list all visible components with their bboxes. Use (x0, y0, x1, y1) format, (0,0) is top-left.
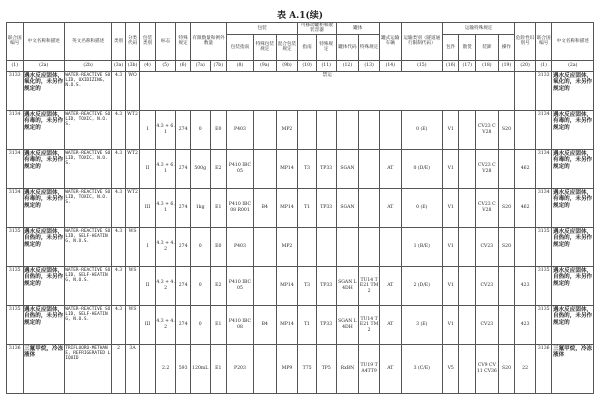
cell-veh (379, 227, 401, 266)
cell-lq: 0 (190, 305, 210, 344)
cell-un: 3133 (7, 71, 24, 110)
cell-c19: S20 (498, 110, 515, 149)
cell-tsp2: TU19 TA4TT9 (359, 344, 380, 393)
cell-un: 3134 (7, 110, 24, 149)
cell-pg: I (140, 227, 156, 266)
cell-ti (298, 110, 317, 149)
cell-code: WT2 (125, 110, 139, 149)
cell-sp: 274 (176, 227, 190, 266)
cell-sp: 274 (176, 305, 190, 344)
cell-eq: E1 (210, 305, 227, 344)
cell-ti: T1 (298, 188, 317, 227)
cell-label: 2.2 (155, 344, 176, 393)
header-vehicle: 罐式运输车辆 (379, 23, 401, 61)
cell-sp: 274 (176, 110, 190, 149)
cell-c17 (459, 305, 476, 344)
cell-psp (253, 266, 276, 305)
header-rtank-code: 罐体代码 (336, 34, 359, 60)
header-pack: 包装 (227, 23, 298, 35)
cell-tcode: SGAN (336, 188, 359, 227)
table-row (7, 71, 594, 110)
header-pg: 包装类别 (140, 23, 156, 61)
header-special: 运输特殊规定 (442, 23, 514, 35)
cell-sp: 274 (176, 266, 190, 305)
cell-en: WATER-REACTIVE SOLID, SELF-HEATING, N.O.S. (64, 266, 112, 305)
cell-code: WT2 (125, 188, 139, 227)
cell-label: 4.3 + 6.1 (155, 110, 176, 149)
cell-haz (515, 227, 536, 266)
cell-pg: II (140, 149, 156, 188)
header-hazard: 危险性识别号 (515, 23, 536, 61)
cell-tsp2 (359, 149, 380, 188)
header-cat: 运输类别（隧道通行限制代码） (401, 23, 442, 61)
table-row (7, 227, 594, 266)
header-label: 标志 (155, 23, 176, 61)
cell-psp: B4 (253, 188, 276, 227)
cell-lq: 0 (190, 227, 210, 266)
column-number: (16) (442, 60, 459, 71)
cell-cn: 遇水反应固体，有毒的，未另作规定的 (552, 110, 594, 149)
header-rtank-sp: 特殊规定 (359, 34, 380, 60)
cell-psp (253, 227, 276, 266)
column-number: (15) (401, 60, 442, 71)
cell-tsp2 (359, 110, 380, 149)
cell-label: 4.3 + 6.1 (155, 188, 176, 227)
cell-empty (515, 71, 536, 110)
cell-eq: E1 (210, 188, 227, 227)
table-row (7, 149, 594, 188)
cell-tcode: SGAN L4DH (336, 305, 359, 344)
header-sp: 特殊规定 (176, 23, 190, 61)
column-number-row (7, 60, 594, 71)
cell-cat: 0 (E) (401, 188, 442, 227)
cell-tsp: TP33 (316, 188, 336, 227)
cell-c18: CV9 CV11 CV36 (476, 344, 499, 393)
cell-cn: 遇水反应固体，有毒的，未另作规定的 (23, 149, 64, 188)
column-number: (11) (316, 60, 336, 71)
cell-class: 4.3 (112, 149, 125, 188)
cell-code: WO (125, 71, 139, 110)
column-number: (8) (227, 60, 254, 71)
dangerous-goods-table-wrap (6, 22, 594, 394)
cell-en: WATER-REACTIVE SOLID, SELF-HEATING, N.O.S. (64, 305, 112, 344)
cell-tcode: SGAN (336, 149, 359, 188)
column-number: (7a) (190, 60, 210, 71)
column-number: (2a) (23, 60, 64, 71)
cell-code: WS (125, 305, 139, 344)
cell-class: 2 (112, 344, 125, 393)
column-number: (9b) (276, 60, 298, 71)
cell-en: TRIFLUORO-METHANE, REFRIGERATED LIQUID (64, 344, 112, 393)
cell-c16: V1 (442, 188, 459, 227)
cell-ti: T3 (298, 149, 317, 188)
cell-code: WS (125, 266, 139, 305)
column-number: (13) (359, 60, 380, 71)
header-tank-inst: 指南 (298, 34, 317, 60)
table-row (7, 110, 594, 149)
cell-un: 3134 (535, 110, 552, 149)
cell-eq: E0 (210, 110, 227, 149)
column-number: (18) (476, 60, 499, 71)
column-number: (1) (535, 60, 552, 71)
cell-un: 3135 (7, 305, 24, 344)
header-tank: 可移动罐柜和散装容器 (298, 23, 336, 35)
cell-ti: T1 (298, 305, 317, 344)
cell-class: 4.3 (112, 266, 125, 305)
column-number: (3a) (112, 60, 125, 71)
cell-prohibited: 禁运 (140, 71, 515, 110)
cell-tsp2: TU14 TE21 TM2 (359, 305, 380, 344)
cell-pg: I (140, 110, 156, 149)
column-number: (1) (7, 60, 24, 71)
cell-eq: E0 (210, 227, 227, 266)
header-tank-sp: 特殊规定 (316, 34, 336, 60)
cell-tsp (316, 227, 336, 266)
header-sp-load: 装卸 (476, 34, 499, 60)
cell-en: WATER-REACTIVE SOLID, SELF-HEATING, N.O.S. (64, 227, 112, 266)
cell-c17 (459, 149, 476, 188)
cell-label: 4.3 + 6.1 (155, 149, 176, 188)
cell-pi: P403 (227, 227, 254, 266)
cell-un: 3134 (7, 149, 24, 188)
cell-tsp2 (359, 227, 380, 266)
cell-pg: II (140, 266, 156, 305)
cell-pg: III (140, 305, 156, 344)
cell-haz: 423 (515, 305, 536, 344)
cell-c16: V1 (442, 305, 459, 344)
cell-cat: 3 (C/E) (401, 344, 442, 393)
cell-lq: 1kg (190, 188, 210, 227)
cell-mp: MP14 (276, 188, 298, 227)
cell-cn: 遇水反应固体，氧化的，未另作规定的 (23, 71, 64, 110)
cell-ti (298, 227, 317, 266)
cell-ti: T75 (298, 344, 317, 393)
header-mix: 混合包装规定 (276, 34, 298, 60)
header-cn-name: 中文名称和描述 (23, 23, 64, 61)
cell-c16: V1 (442, 227, 459, 266)
cell-mp: MP14 (276, 266, 298, 305)
cell-c18: CV23 (476, 227, 499, 266)
cell-sp: 593 (176, 344, 190, 393)
cell-c18: CV23 (476, 266, 499, 305)
table-title: 表 A.1(续) (276, 11, 324, 21)
cell-pg (140, 344, 156, 393)
column-number: (10) (298, 60, 317, 71)
cell-c18: CV23 CV28 (476, 110, 499, 149)
cell-code: WS (125, 227, 139, 266)
cell-un: 3136 (7, 344, 24, 393)
cell-veh: AT (379, 149, 401, 188)
cell-en: WATER-REACTIVE SOLID, OXIDIZING, N.O.S. (64, 71, 112, 110)
cell-cn: 三氟甲烷，冷冻液体 (23, 344, 64, 393)
cell-tsp: TP33 (316, 266, 336, 305)
cell-lq: 120mL (190, 344, 210, 393)
cell-label: 4.3 + 4.2 (155, 305, 176, 344)
cell-c17 (459, 266, 476, 305)
table-row (7, 266, 594, 305)
cell-cn: 遇水反应固体，自热的，未另作规定的 (552, 305, 594, 344)
cell-c17 (459, 227, 476, 266)
cell-tcode: RxBN (336, 344, 359, 393)
cell-psp: B4 (253, 305, 276, 344)
cell-mp: MP14 (276, 149, 298, 188)
cell-pi: P203 (227, 344, 254, 393)
cell-code: 3A (125, 344, 139, 393)
cell-cn: 遇水反应固体，自热的，未另作规定的 (552, 227, 594, 266)
cell-psp (253, 149, 276, 188)
cell-c17 (459, 110, 476, 149)
cell-c18: CV23 (476, 305, 499, 344)
header-rtank: 罐体 (336, 23, 379, 35)
column-number: (14) (379, 60, 401, 71)
cell-c19: S20 (498, 344, 515, 393)
cell-un: 3134 (7, 188, 24, 227)
column-number: (9a) (253, 60, 276, 71)
table-row (7, 305, 594, 344)
column-number: (6) (176, 60, 190, 71)
table-row (7, 188, 594, 227)
cell-veh: AT (379, 344, 401, 393)
cell-c17 (459, 188, 476, 227)
cell-pi: P410 IBC05 (227, 149, 254, 188)
cell-tsp: TP33 (316, 149, 336, 188)
cell-mp: MP14 (276, 305, 298, 344)
cell-un: 3133 (535, 71, 552, 110)
cell-pi: P410 IBC08 R001 (227, 188, 254, 227)
cell-un: 3134 (535, 188, 552, 227)
cell-tsp2: TU14 TE21 TM2 (359, 266, 380, 305)
cell-un: 3134 (535, 149, 552, 188)
header-lq: 有限数量和例外数量 (190, 23, 226, 61)
cell-cn: 遇水反应固体，自热的，未另作规定的 (23, 266, 64, 305)
cell-haz: 462 (515, 188, 536, 227)
cell-c16: V5 (442, 344, 459, 393)
cell-un: 3135 (535, 305, 552, 344)
cell-cn: 遇水反应固体，自热的，未另作规定的 (552, 266, 594, 305)
cell-cat: 2 (D/E) (401, 266, 442, 305)
cell-cn: 遇水反应固体，有毒的，未另作规定的 (23, 188, 64, 227)
cell-cat: 3 (E) (401, 305, 442, 344)
cell-label: 4.3 + 4.2 (155, 266, 176, 305)
cell-en: WATER-REACTIVE SOLID, TOXIC, N.O.S. (64, 110, 112, 149)
cell-haz (515, 110, 536, 149)
cell-class: 4.3 (112, 188, 125, 227)
column-number: (12) (336, 60, 359, 71)
column-number: (19) (498, 60, 515, 71)
cell-c16: V1 (442, 110, 459, 149)
column-number: (5) (155, 60, 176, 71)
cell-code: WT2 (125, 149, 139, 188)
header-un: 联合国编号 (7, 23, 24, 61)
cell-c19: S20 (498, 227, 515, 266)
cell-cn: 遇水反应固体，自热的，未另作规定的 (23, 227, 64, 266)
cell-class: 4.3 (112, 110, 125, 149)
cell-mp: MP9 (276, 344, 298, 393)
cell-haz: 22 (515, 344, 536, 393)
cell-c19 (498, 305, 515, 344)
cell-tsp (316, 110, 336, 149)
cell-class: 4.3 (112, 71, 125, 110)
cell-cn: 遇水反应固体，自热的，未另作规定的 (23, 305, 64, 344)
cell-cat: 0 (E) (401, 110, 442, 149)
cell-mp: MP2 (276, 110, 298, 149)
cell-veh (379, 110, 401, 149)
header-code: 分类代码 (125, 23, 139, 61)
header-sp-pkg: 包件 (442, 34, 459, 60)
header-pack-inst: 包装指南 (227, 34, 254, 60)
cell-psp (253, 110, 276, 149)
cell-tcode: SGAN L4DH (336, 266, 359, 305)
table-row (7, 344, 594, 393)
cell-haz: 423 (515, 266, 536, 305)
cell-sp: 274 (176, 188, 190, 227)
cell-lq: 500g (190, 149, 210, 188)
column-number: (2a) (552, 60, 594, 71)
cell-en: WATER-REACTIVE SOLID, TOXIC, N.O.S. (64, 188, 112, 227)
column-number: (4) (140, 60, 156, 71)
cell-psp (253, 344, 276, 393)
cell-c16: V1 (442, 149, 459, 188)
header-en-name: 英文名称和描述 (64, 23, 112, 61)
cell-cat: 0 (D/E) (401, 149, 442, 188)
cell-c19 (498, 266, 515, 305)
cell-un: 3136 (535, 344, 552, 393)
cell-eq: E2 (210, 266, 227, 305)
cell-tsp: TP33 (316, 305, 336, 344)
column-number: (3b) (125, 60, 139, 71)
cell-class: 4.3 (112, 305, 125, 344)
cell-mp: MP2 (276, 227, 298, 266)
header-pack-sp: 特殊包装规定 (253, 34, 276, 60)
cell-c16: V1 (442, 266, 459, 305)
cell-pi: P403 (227, 110, 254, 149)
cell-pg: III (140, 188, 156, 227)
column-number: (7b) (210, 60, 227, 71)
cell-tcode (336, 110, 359, 149)
column-number: (20) (515, 60, 536, 71)
cell-un: 3135 (535, 227, 552, 266)
cell-tsp: TP5 (316, 344, 336, 393)
cell-cn: 遇水反应固体，有毒的，未另作规定的 (23, 110, 64, 149)
cell-un: 3135 (7, 266, 24, 305)
cell-pi: P410 IBC08 (227, 305, 254, 344)
cell-label: 4.3 + 4.2 (155, 227, 176, 266)
cell-pi: P410 IBC05 (227, 266, 254, 305)
cell-tcode (336, 227, 359, 266)
cell-tsp2 (359, 188, 380, 227)
column-number: (17) (459, 60, 476, 71)
cell-cn: 三氟甲烷，冷冻液体 (552, 344, 594, 393)
dangerous-goods-table (6, 22, 594, 394)
cell-ti: T3 (298, 266, 317, 305)
cell-sp: 274 (176, 149, 190, 188)
cell-haz: 462 (515, 149, 536, 188)
cell-un: 3135 (535, 266, 552, 305)
cell-c18: CV23 CV28 (476, 188, 499, 227)
cell-class: 4.3 (112, 227, 125, 266)
cell-cn: 遇水反应固体，有毒的，未另作规定的 (552, 188, 594, 227)
cell-cat: 1 (B/E) (401, 227, 442, 266)
cell-lq: 0 (190, 110, 210, 149)
cell-cn: 遇水反应固体，有毒的，未另作规定的 (552, 149, 594, 188)
cell-c18: CV23 CV28 (476, 149, 499, 188)
header-un-repeat: 联合国编号 (535, 23, 552, 61)
cell-veh: AT (379, 305, 401, 344)
cell-en: WATER-REACTIVE SOLID, TOXIC, N.O.S. (64, 149, 112, 188)
cell-c17 (459, 344, 476, 393)
column-number: (2b) (64, 60, 112, 71)
cell-c19: S20 (498, 188, 515, 227)
cell-veh: AT (379, 266, 401, 305)
header-class: 类别 (112, 23, 125, 61)
cell-eq: E1 (210, 344, 227, 393)
cell-c19 (498, 149, 515, 188)
cell-veh: AT (379, 188, 401, 227)
cell-eq: E2 (210, 149, 227, 188)
cell-un: 3135 (7, 227, 24, 266)
header-sp-op: 操作 (498, 34, 515, 60)
cell-cn: 遇水反应固体，氧化的，未另作规定的 (552, 71, 594, 110)
cell-lq: 0 (190, 266, 210, 305)
header-cn-name-repeat: 中文名称和描述 (552, 23, 594, 61)
header-sp-bulk: 散货 (459, 34, 476, 60)
